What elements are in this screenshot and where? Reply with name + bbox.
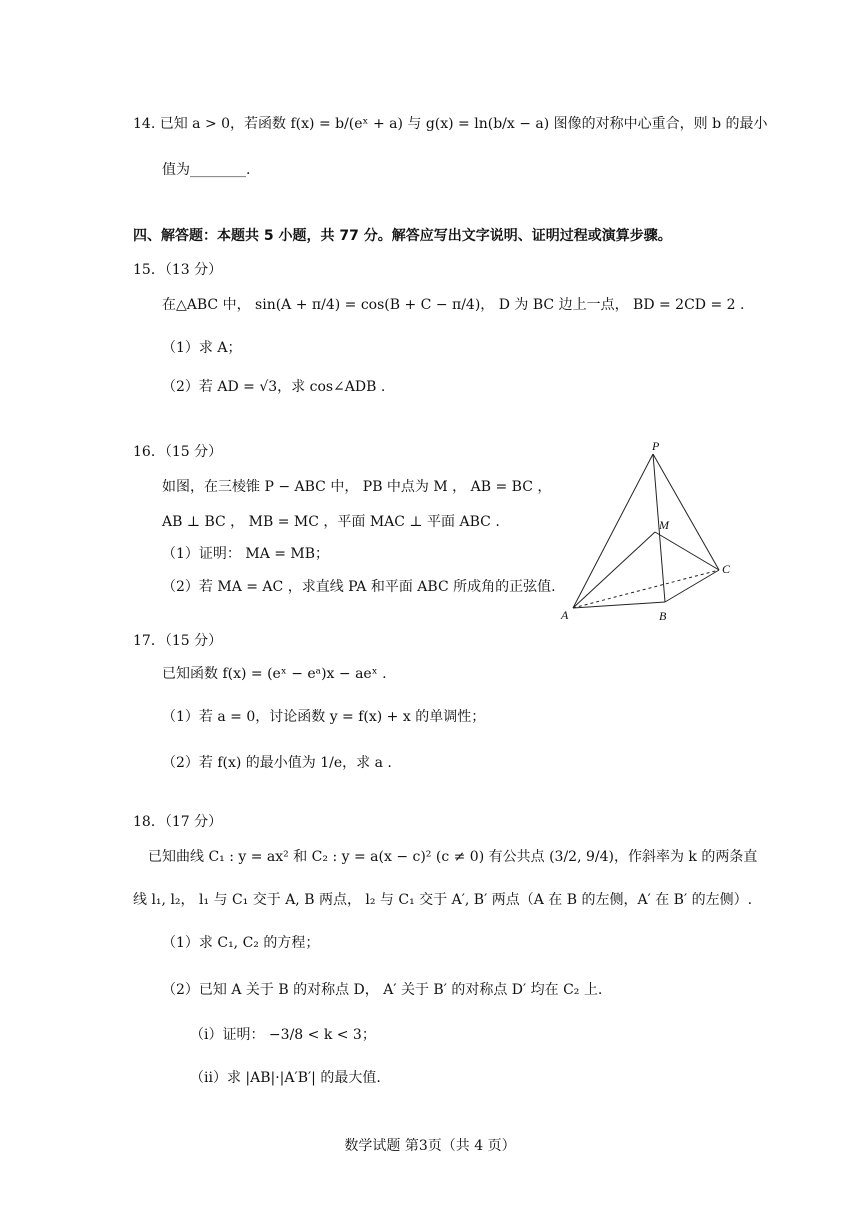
section-heading: 四、解答题：本题共 5 小题，共 77 分。解答应写出文字说明、证明过程或演算步骤。 [133,228,672,244]
segment-am [573,532,655,608]
q15-stem: 在△ABC 中， sin(A + π/4) = cos(B + C − π/4)， D 为 BC 边上一点， BD = 2CD = 2 . [162,297,745,313]
segment-mc [655,532,719,570]
q16-stem1: 如图，在三棱锥 P − ABC 中， PB 中点为 M ， AB = BC ， [162,479,552,495]
q17-part1: （1）若 a = 0，讨论函数 y = f(x) + x 的单调性； [162,709,486,725]
q16-header: 16．（15 分） [133,444,223,460]
label-p: P [652,440,660,453]
edge-pa [573,454,653,608]
label-b: B [659,609,667,623]
q15-header: 15．（13 分） [133,262,223,278]
q18-header: 18．（17 分） [133,814,223,830]
q17-header: 17．（15 分） [133,633,223,649]
q17-stem: 已知函数 f(x) = (eˣ − eᵃ)x − aeˣ . [162,666,387,682]
q18-part2-ii: （ii）求 |AB|·|A′B′| 的最大值. [190,1070,381,1086]
q18-part1: （1）求 C₁, C₂ 的方程； [162,935,320,951]
edge-ac-hidden [573,570,719,608]
q18-part2-i: （i）证明： −3/8 < k < 3； [190,1027,376,1043]
q16-stem2: AB ⊥ BC ， MB = MC ，平面 MAC ⊥ 平面 ABC . [162,514,500,530]
q14-line2: 值为________. [162,162,251,178]
edge-pc [653,454,719,570]
q18-stem1: 已知曲线 C₁ : y = ax² 和 C₂ : y = a(x − c)² (c ≠ 0) 有公共点 (3/2, 9/4)，作斜率为 k 的两条直 [148,849,758,865]
edge-ab [573,602,665,608]
q18-part2: （2）已知 A 关于 B 的对称点 D， A′ 关于 B′ 的对称点 D′ 均在 C₂ 上. [162,982,603,998]
q15-part2: （2）若 AD = √3，求 cos∠ADB . [162,379,386,395]
label-c: C [722,562,731,576]
q16-part2: （2）若 MA = AC ，求直线 PA 和平面 ABC 所成角的正弦值. [162,579,556,595]
q17-part2: （2）若 f(x) 的最小值为 1/e，求 a . [162,755,392,771]
q14-line1: 14. 已知 a > 0，若函数 f(x) = b/(eˣ + a) 与 g(x) = ln(b/x − a) 图像的对称中心重合，则 b 的最小 [133,116,768,132]
label-m: M [659,518,669,532]
pyramid-figure [555,440,745,625]
edge-bc [665,570,719,602]
q16-part1: （1）证明： MA = MB； [162,546,330,562]
q18-stem2: 线 l₁, l₂， l₁ 与 C₁ 交于 A, B 两点， l₂ 与 C₁ 交于 A′, B′ 两点（A 在 B 的左侧，A′ 在 B′ 的左侧）. [133,892,753,908]
page-footer: 数学试题 第3页（共 4 页） [344,1138,516,1154]
label-a: A [561,608,569,622]
q15-part1: （1）求 A； [162,340,242,356]
